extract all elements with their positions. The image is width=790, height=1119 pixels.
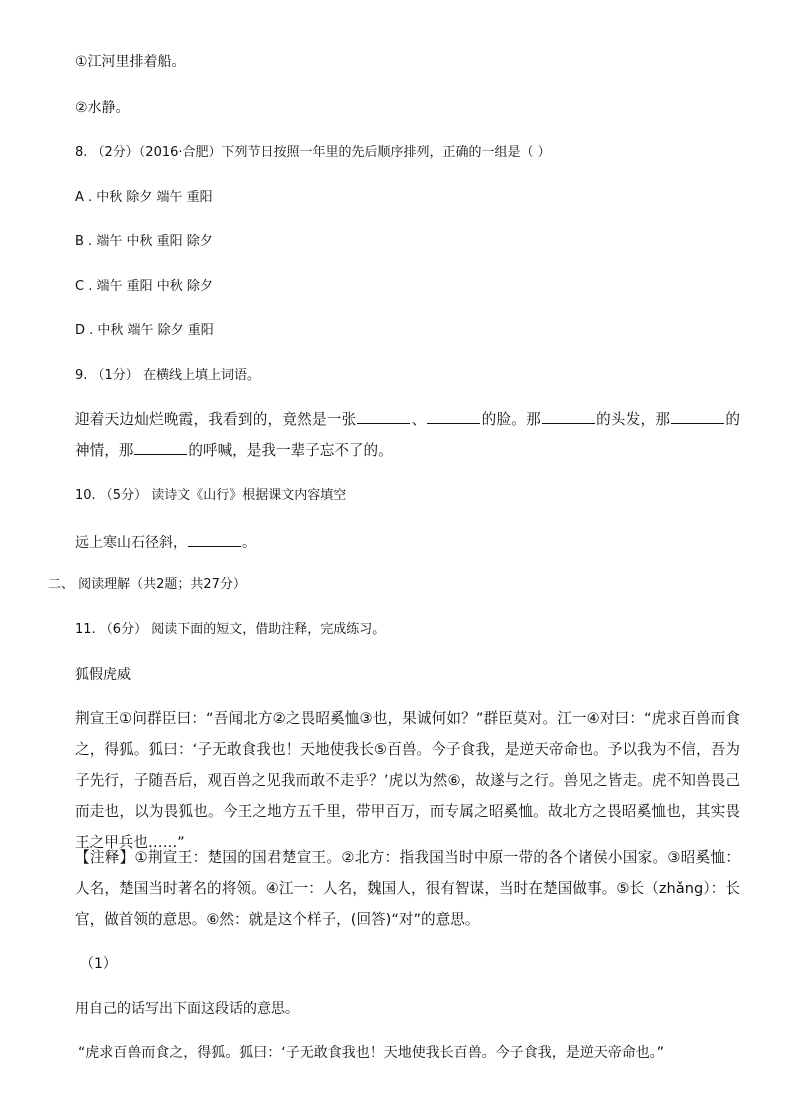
option-a: A . 中秋 除夕 端午 重阳 bbox=[75, 190, 213, 205]
sub-question-quote: “虎求百兽而食之，得狐。狐曰：‘子无敢食我也！天地使我长百兽。今子食我，是逆天帝命也。” bbox=[78, 1045, 664, 1061]
sub-question-prompt: 用自己的话写出下面这段话的意思。 bbox=[75, 1001, 299, 1017]
passage-text: 远上寒山石径斜， bbox=[75, 535, 187, 551]
story-body: 荆宣王①问群臣曰：“吾闻北方②之畏昭奚恤③也，果诚何如？”群臣莫对。江一④对曰：“虎求百兽而食之，得狐。狐曰：‘子无敢食我也！天地使我长⑤百兽。今子食我，是逆天帝命也。予以我为不信，吾为子先行，子随吾后，观百兽之见我而敢不走乎？’虎以为然⑥，故遂与之行。兽见之皆走。虎不知兽畏己而走也，以为畏狐也。今王之地方五千里，带甲百万，而专属之昭奚恤。故北方之畏昭奚恤也，其实畏王之甲兵也……” bbox=[75, 710, 740, 851]
fill-blank[interactable] bbox=[671, 409, 724, 424]
passage-text: 。 bbox=[242, 535, 256, 551]
option-b: B . 端午 中秋 重阳 除夕 bbox=[75, 234, 213, 249]
section-heading: 二、 阅读理解（共2题；共27分） bbox=[48, 577, 246, 592]
option-d: D . 中秋 端午 除夕 重阳 bbox=[75, 323, 214, 338]
fill-blank[interactable] bbox=[188, 532, 241, 547]
passage-text: 、 bbox=[411, 411, 427, 428]
question-9: 9. （1分） 在横线上填上词语。 bbox=[75, 368, 260, 383]
question-10-passage bbox=[75, 532, 256, 553]
question-8: 8. （2分）（2016·合肥）下列节日按照一年里的先后顺序排列，正确的一组是（ ） bbox=[75, 145, 551, 160]
question-9-passage bbox=[75, 404, 740, 466]
fill-blank[interactable] bbox=[427, 409, 480, 424]
fill-blank[interactable] bbox=[357, 409, 410, 424]
list-item: ②水静。 bbox=[75, 100, 130, 116]
fill-blank[interactable] bbox=[134, 440, 187, 455]
question-10: 10. （5分） 读诗文《山行》根据课文内容填空 bbox=[75, 488, 347, 503]
passage-text: 的脸。那 bbox=[481, 411, 541, 428]
passage-text: 的呼喊，是我一辈子忘不了的。 bbox=[188, 442, 393, 459]
fill-blank[interactable] bbox=[542, 409, 595, 424]
sub-question-number: （1） bbox=[80, 956, 117, 972]
option-c: C . 端午 重阳 中秋 除夕 bbox=[75, 279, 213, 294]
passage-text: 的神情，那 bbox=[75, 411, 740, 459]
passage-text: 的头发，那 bbox=[595, 411, 671, 428]
passage-text: 迎着天边灿烂晚霞，我看到的，竟然是一张 bbox=[75, 411, 357, 428]
story-notes: 【注释】①荆宣王：楚国的国君楚宣王。②北方：指我国当时中原一带的各个诸侯小国家。③昭奚恤：人名，楚国当时著名的将领。④江一：人名，魏国人，很有智谋，当时在楚国做事。⑤长（zhǎng）：长官，做首领的意思。⑥然：就是这个样子，(回答)“对”的意思。 bbox=[75, 849, 740, 928]
question-11: 11. （6分） 阅读下面的短文，借助注释，完成练习。 bbox=[75, 622, 386, 637]
list-item: ①江河里排着船。 bbox=[75, 54, 186, 70]
story-title: 狐假虎威 bbox=[75, 667, 131, 683]
